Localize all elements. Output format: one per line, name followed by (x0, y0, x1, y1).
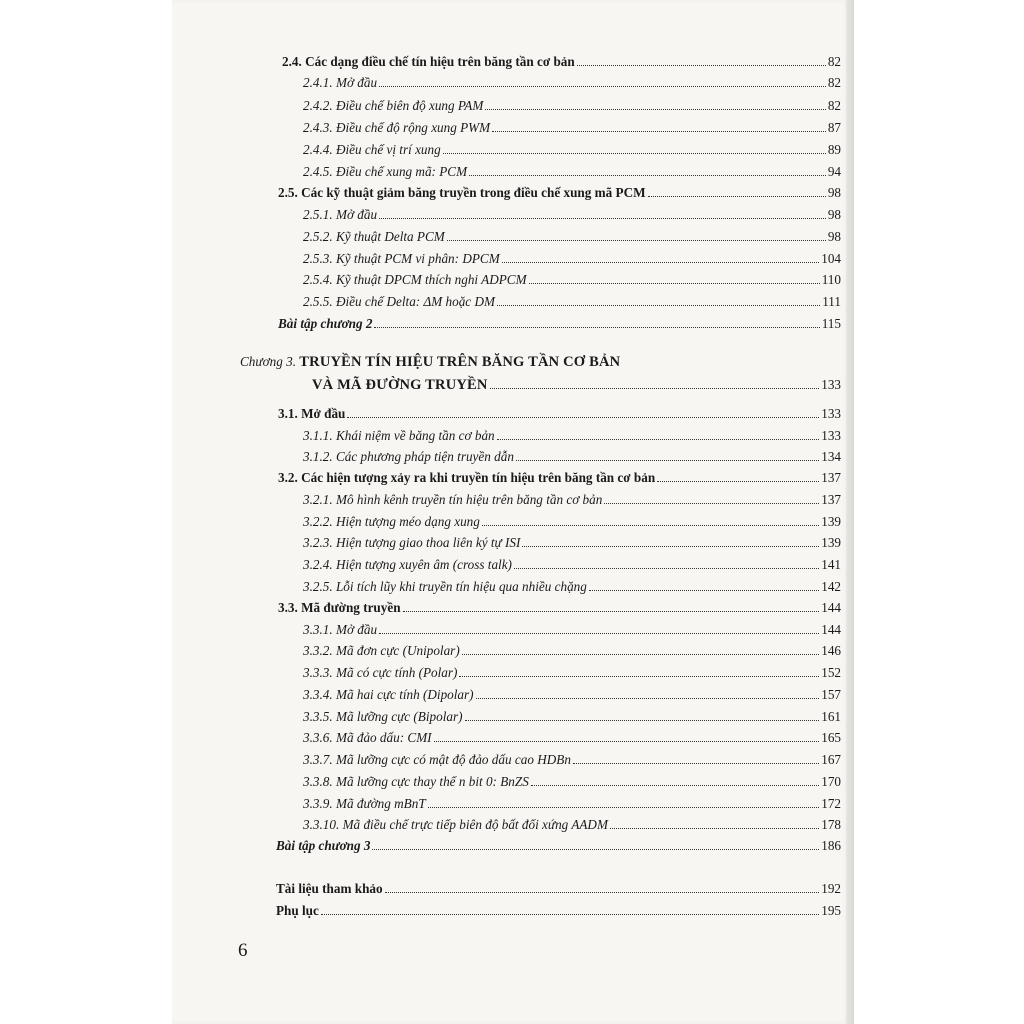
dot-leader (577, 65, 826, 66)
toc-entry-page: 157 (821, 687, 841, 702)
toc-entry-title: 3.2.2. Hiện tượng méo dạng xung (303, 514, 480, 529)
toc-entry (303, 247, 841, 267)
toc-entry-page: 139 (821, 535, 841, 550)
toc-entry-title: 2.5.1. Mở đầu (303, 207, 378, 222)
dot-leader (514, 568, 819, 569)
toc-entry-page: 165 (821, 730, 841, 745)
toc-entry (278, 466, 841, 486)
toc-entry (303, 726, 841, 746)
toc-entry (276, 899, 841, 919)
toc-entry (303, 445, 841, 465)
dot-leader (469, 175, 826, 176)
toc-entry-page: 94 (827, 164, 841, 179)
toc-entry-page: 82 (827, 98, 841, 113)
toc-entry (303, 138, 841, 158)
toc-entry-page: 82 (827, 75, 841, 90)
toc-entry-title: 2.5. Các kỹ thuật giảm băng truyền trong điều chế xung mã PCM (278, 185, 646, 200)
dot-leader (502, 262, 820, 263)
dot-leader (531, 785, 819, 786)
toc-entry-page: 98 (827, 207, 841, 222)
toc-entry (303, 531, 841, 551)
toc-entry (312, 373, 841, 393)
toc-entry-page: 152 (821, 665, 841, 680)
toc-entry-title: 3.3.7. Mã lưỡng cực có mật độ đảo dấu cao HDBn (303, 752, 571, 767)
toc-entry-page: 133 (821, 406, 841, 421)
dot-leader (379, 633, 819, 634)
toc-entry-page: 87 (827, 120, 841, 135)
toc-entry-title: 3.1. Mở đầu (278, 406, 346, 421)
toc-entry-page: 137 (821, 492, 841, 507)
toc-entry-title: 3.2.3. Hiện tượng giao thoa liên ký tự ISI (303, 535, 521, 550)
toc-entry-title: 3.2.5. Lỗi tích lũy khi truyền tín hiệu qua nhiều chặng (303, 579, 587, 594)
toc-entry (303, 575, 841, 595)
dot-leader (490, 388, 820, 389)
toc-entry-page: 161 (821, 709, 841, 724)
toc-entry-page: 82 (827, 54, 841, 69)
toc-entry-title: 3.3.1. Mở đầu (303, 622, 378, 637)
toc-entry (278, 181, 841, 201)
toc-entry-page: 167 (821, 752, 841, 767)
toc-entry (303, 424, 841, 444)
toc-entry (278, 402, 841, 422)
toc-entry-title: Bài tập chương 2 (278, 316, 373, 331)
dot-leader (443, 153, 826, 154)
toc-entry-title: 3.2. Các hiện tượng xảy ra khi truyền tín hiệu trên băng tần cơ bản (278, 470, 656, 485)
toc-entry-title: 3.3. Mã đường truyền (278, 600, 401, 615)
toc-entry (303, 94, 841, 114)
toc-entry-page: 110 (821, 272, 841, 287)
toc-entry-title: 2.4.5. Điều chế xung mã: PCM (303, 164, 468, 179)
toc-entry (303, 748, 841, 768)
toc-entry-title: 3.2.1. Mô hình kênh truyền tín hiệu trên băng tần cơ bản (303, 492, 603, 507)
toc-entry-page: 137 (821, 470, 841, 485)
toc-entry (303, 639, 841, 659)
toc-entry-page: 192 (821, 881, 841, 896)
toc-entry-page: 98 (827, 229, 841, 244)
dot-leader (385, 892, 820, 893)
dot-leader (403, 611, 820, 612)
toc-entry (303, 268, 841, 288)
toc-entry-title: 2.4.3. Điều chế độ rộng xung PWM (303, 120, 491, 135)
dot-leader (573, 763, 819, 764)
dot-leader (604, 503, 819, 504)
dot-leader (447, 240, 826, 241)
dot-leader (648, 196, 826, 197)
dot-leader (589, 590, 819, 591)
dot-leader (482, 525, 819, 526)
toc-entry-title: Bài tập chương 3 (276, 838, 371, 853)
toc-entry-page: 144 (821, 622, 841, 637)
toc-entry-page: 139 (821, 514, 841, 529)
dot-leader (372, 849, 819, 850)
toc-entry-page: 170 (821, 774, 841, 789)
toc-entry-title: 3.1.1. Khái niệm về băng tần cơ bản (303, 428, 495, 443)
toc-entry-page: 133 (821, 377, 841, 392)
dot-leader (497, 305, 820, 306)
dot-leader (465, 720, 820, 721)
toc-entry-title: 2.4.4. Điều chế vị trí xung (303, 142, 441, 157)
dot-leader (657, 481, 819, 482)
toc-entry-page: 195 (821, 903, 841, 918)
page-number: 6 (238, 940, 248, 961)
toc-entry (303, 510, 841, 530)
toc-entry (303, 770, 841, 790)
toc-entry (303, 553, 841, 573)
chapter-label: Chương 3. (240, 354, 296, 369)
toc-entry (303, 683, 841, 703)
toc-entry-title: 3.3.6. Mã đảo dấu: CMI (303, 730, 432, 745)
toc-entry (303, 160, 841, 180)
toc-entry-title: 3.3.8. Mã lưỡng cực thay thế n bit 0: BnZS (303, 774, 529, 789)
toc-entry-title: 3.3.9. Mã đường mBnT (303, 796, 426, 811)
toc-entry-title: 2.4.1. Mở đầu (303, 75, 378, 90)
dot-leader (374, 327, 819, 328)
dot-leader (476, 698, 820, 699)
dot-leader (428, 807, 820, 808)
dot-leader (347, 417, 819, 418)
toc-entry (303, 705, 841, 725)
toc-entry (303, 225, 841, 245)
toc-entry-page: 144 (821, 600, 841, 615)
toc-entry-page: 98 (827, 185, 841, 200)
toc-entry (303, 203, 841, 223)
toc-entry-title: 2.5.3. Kỹ thuật PCM vi phân: DPCM (303, 251, 500, 266)
toc-entry-page: 142 (821, 579, 841, 594)
toc-entry-page: 104 (821, 251, 841, 266)
dot-leader (516, 460, 819, 461)
toc-entry (278, 312, 841, 332)
toc-entry-page: 134 (821, 449, 841, 464)
dot-leader (529, 283, 820, 284)
toc-entry-title: 2.5.4. Kỹ thuật DPCM thích nghi ADPCM (303, 272, 527, 287)
toc-entry (303, 618, 841, 638)
toc-entry-page: 141 (821, 557, 841, 572)
toc-entry-title: 3.2.4. Hiện tượng xuyên âm (cross talk) (303, 557, 512, 572)
toc-entry-page: 133 (821, 428, 841, 443)
toc-entry (303, 792, 841, 812)
toc-entry (303, 813, 841, 833)
dot-leader (462, 654, 820, 655)
toc-entry-page: 146 (821, 643, 841, 658)
toc-entry (303, 116, 841, 136)
chapter-title: TRUYỀN TÍN HIỆU TRÊN BĂNG TẦN CƠ BẢN (299, 354, 621, 370)
toc-entry (282, 50, 841, 70)
chapter-title-continued: VÀ MÃ ĐƯỜNG TRUYỀN (312, 377, 488, 393)
dot-leader (522, 546, 819, 547)
toc-entry (276, 877, 841, 897)
toc-entry-title: 3.1.2. Các phương pháp tiện truyền dẫn (303, 449, 514, 464)
dot-leader (459, 676, 819, 677)
toc-entry (276, 834, 841, 854)
toc-entry-page: 178 (821, 817, 841, 832)
dot-leader (434, 741, 820, 742)
toc-entry-title: 3.3.10. Mã điều chế trực tiếp biên độ bất đối xứng AADM (303, 817, 608, 832)
toc-entry-title: 2.5.2. Kỹ thuật Delta PCM (303, 229, 445, 244)
toc-entry (303, 661, 841, 681)
toc-entry-title: 3.3.2. Mã đơn cực (Unipolar) (303, 643, 460, 658)
dot-leader (379, 86, 826, 87)
toc-entry (303, 488, 841, 508)
toc-entry-title: 3.3.3. Mã có cực tính (Polar) (303, 665, 458, 680)
toc-entry-title: Phụ lục (276, 903, 319, 918)
dot-leader (610, 828, 819, 829)
toc-entry (303, 71, 841, 91)
toc-entry-page: 115 (821, 316, 841, 331)
chapter-heading (240, 354, 620, 370)
dot-leader (492, 131, 826, 132)
toc-entry-title: 3.3.4. Mã hai cực tính (Dipolar) (303, 687, 474, 702)
toc-entry (278, 596, 841, 616)
toc-entry-page: 172 (821, 796, 841, 811)
toc-entry (303, 290, 841, 310)
dot-leader (379, 218, 826, 219)
dot-leader (485, 109, 826, 110)
toc-entry-title: 2.4.2. Điều chế biên độ xung PAM (303, 98, 484, 113)
toc-entry-page: 111 (822, 294, 841, 309)
toc-entry-title: 2.5.5. Điều chế Delta: ΔM hoặc DM (303, 294, 495, 309)
toc-entry-page: 89 (827, 142, 841, 157)
toc-entry-title: 3.3.5. Mã lưỡng cực (Bipolar) (303, 709, 463, 724)
dot-leader (321, 914, 819, 915)
toc-entry-title: 2.4. Các dạng điều chế tín hiệu trên băng tần cơ bản (282, 54, 575, 69)
toc-entry-title: Tài liệu tham khảo (276, 881, 383, 896)
dot-leader (497, 439, 820, 440)
toc-entry-page: 186 (821, 838, 841, 853)
